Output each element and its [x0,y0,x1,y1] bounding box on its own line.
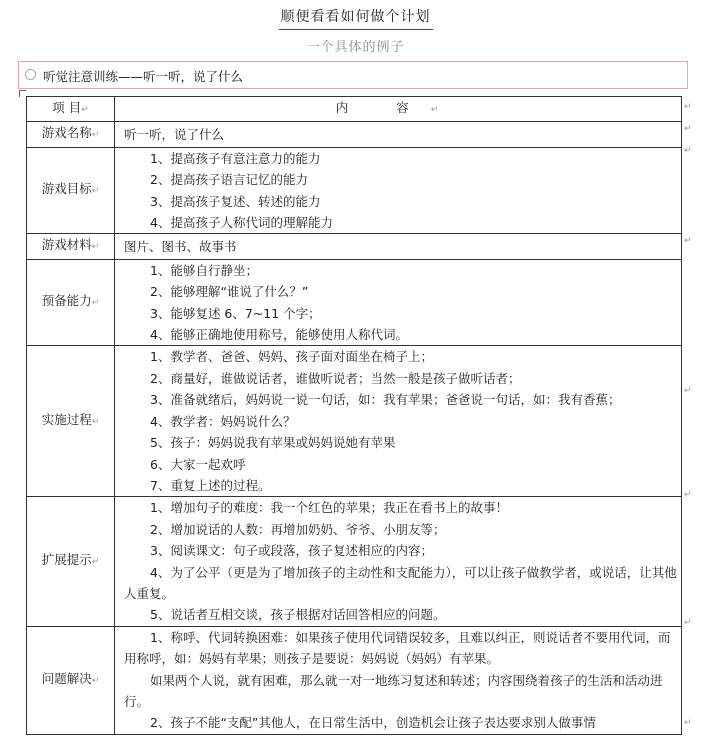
page-header [0,0,711,55]
row-content: 1、称呼、代词转换困难：如果孩子使用代词错误较多，且难以纠正，则说话者不要用代词，而用称呼，如：妈妈有苹果；则孩子是要说：妈妈说（妈妈）有苹果。 如果两个人说，就有困难，那么就一对一地练习复述和转述；内容围绕着孩子的生活和活动进行。 2、孩子不能“支配”其他人，在日常生活中，创造机会让孩子表达要求别人做事情 [115,626,682,734]
table-row-game-materials [27,234,682,259]
mark: ↵ [684,146,692,156]
table-row-troubleshooting [27,626,682,734]
row-label: 游戏目标↵ [27,147,115,234]
row-label: 预备能力↵ [27,259,115,346]
mark: ↵ [684,618,692,628]
row-content: 1、增加句子的难度：我一个红色的苹果；我正在看书上的故事！ 2、增加说话的人数：再增加奶奶、爷爷、小朋友等； 3、阅读课文：句子或段落，孩子复述相应的内容； 4、为了公平（更是为了增加孩子的主动性和支配能力），可以让孩子做教学者，或说话，让其他人重复。 5、说话者互相交谈，孩子根据对话回答相应的问题。 [115,497,682,626]
row-label: 实施过程↵ [27,346,115,497]
header-content: 内 容↵ [115,97,682,122]
row-content: 图片、图书、故事书 [115,234,682,259]
radio-button[interactable] [25,69,36,80]
activity-option[interactable] [18,61,688,89]
mark: ↵ [684,490,692,500]
mark: ↵ [684,236,692,246]
plan-table [26,96,682,735]
mark: ↵ [684,124,692,134]
table-row-procedure [27,346,682,497]
row-label: 扩展提示↵ [27,497,115,626]
table-row-game-goal [27,147,682,234]
mark: ↵ [684,386,692,396]
table-row-game-name [27,122,682,147]
row-content: 1、能够自行静坐； 2、能够理解“谁说了什么？” 3、能够复述 6、7~11 个字； 4、能够正确地使用称号，能够使用人称代词。 [115,259,682,346]
row-label: 问题解决↵ [27,626,115,734]
header-item: 项 目↵ [27,97,115,122]
mark: ↵ [684,718,692,728]
page-subtitle: 一个具体的例子 [306,40,405,55]
table-row-prerequisites [27,259,682,346]
row-content: 1、教学者、爸爸、妈妈、孩子面对面坐在椅子上； 2、商量好，谁做说话者，谁做听说者；当然一般是孩子做听话者； 3、准备就绪后，妈妈说一说一句话，如：我有苹果；爸爸说一句话，如：我有香蕉； 4、教学者：妈妈说什么？ 5、孩子：妈妈说我有苹果或妈妈说她有苹果 6、大家一起欢呼 7、重复上述的过程。 [115,346,682,497]
row-label: 游戏名称↵ [27,122,115,147]
row-content: 听一听，说了什么 [115,122,682,147]
page-title: 顺便看看如何做个计划 [279,6,433,30]
table-corner-mark [19,90,26,97]
table-header-row [27,97,682,122]
table-row-extension [27,497,682,626]
row-content: 1、提高孩子有意注意力的能力 2、提高孩子语言记忆的能力 3、提高孩子复述、转述的能力 4、提高孩子人称代词的理解能力 [115,147,682,234]
mark: ↵ [684,102,692,112]
row-label: 游戏材料↵ [27,234,115,259]
activity-label: 听觉注意训练——听一听，说了什么 [43,69,244,84]
